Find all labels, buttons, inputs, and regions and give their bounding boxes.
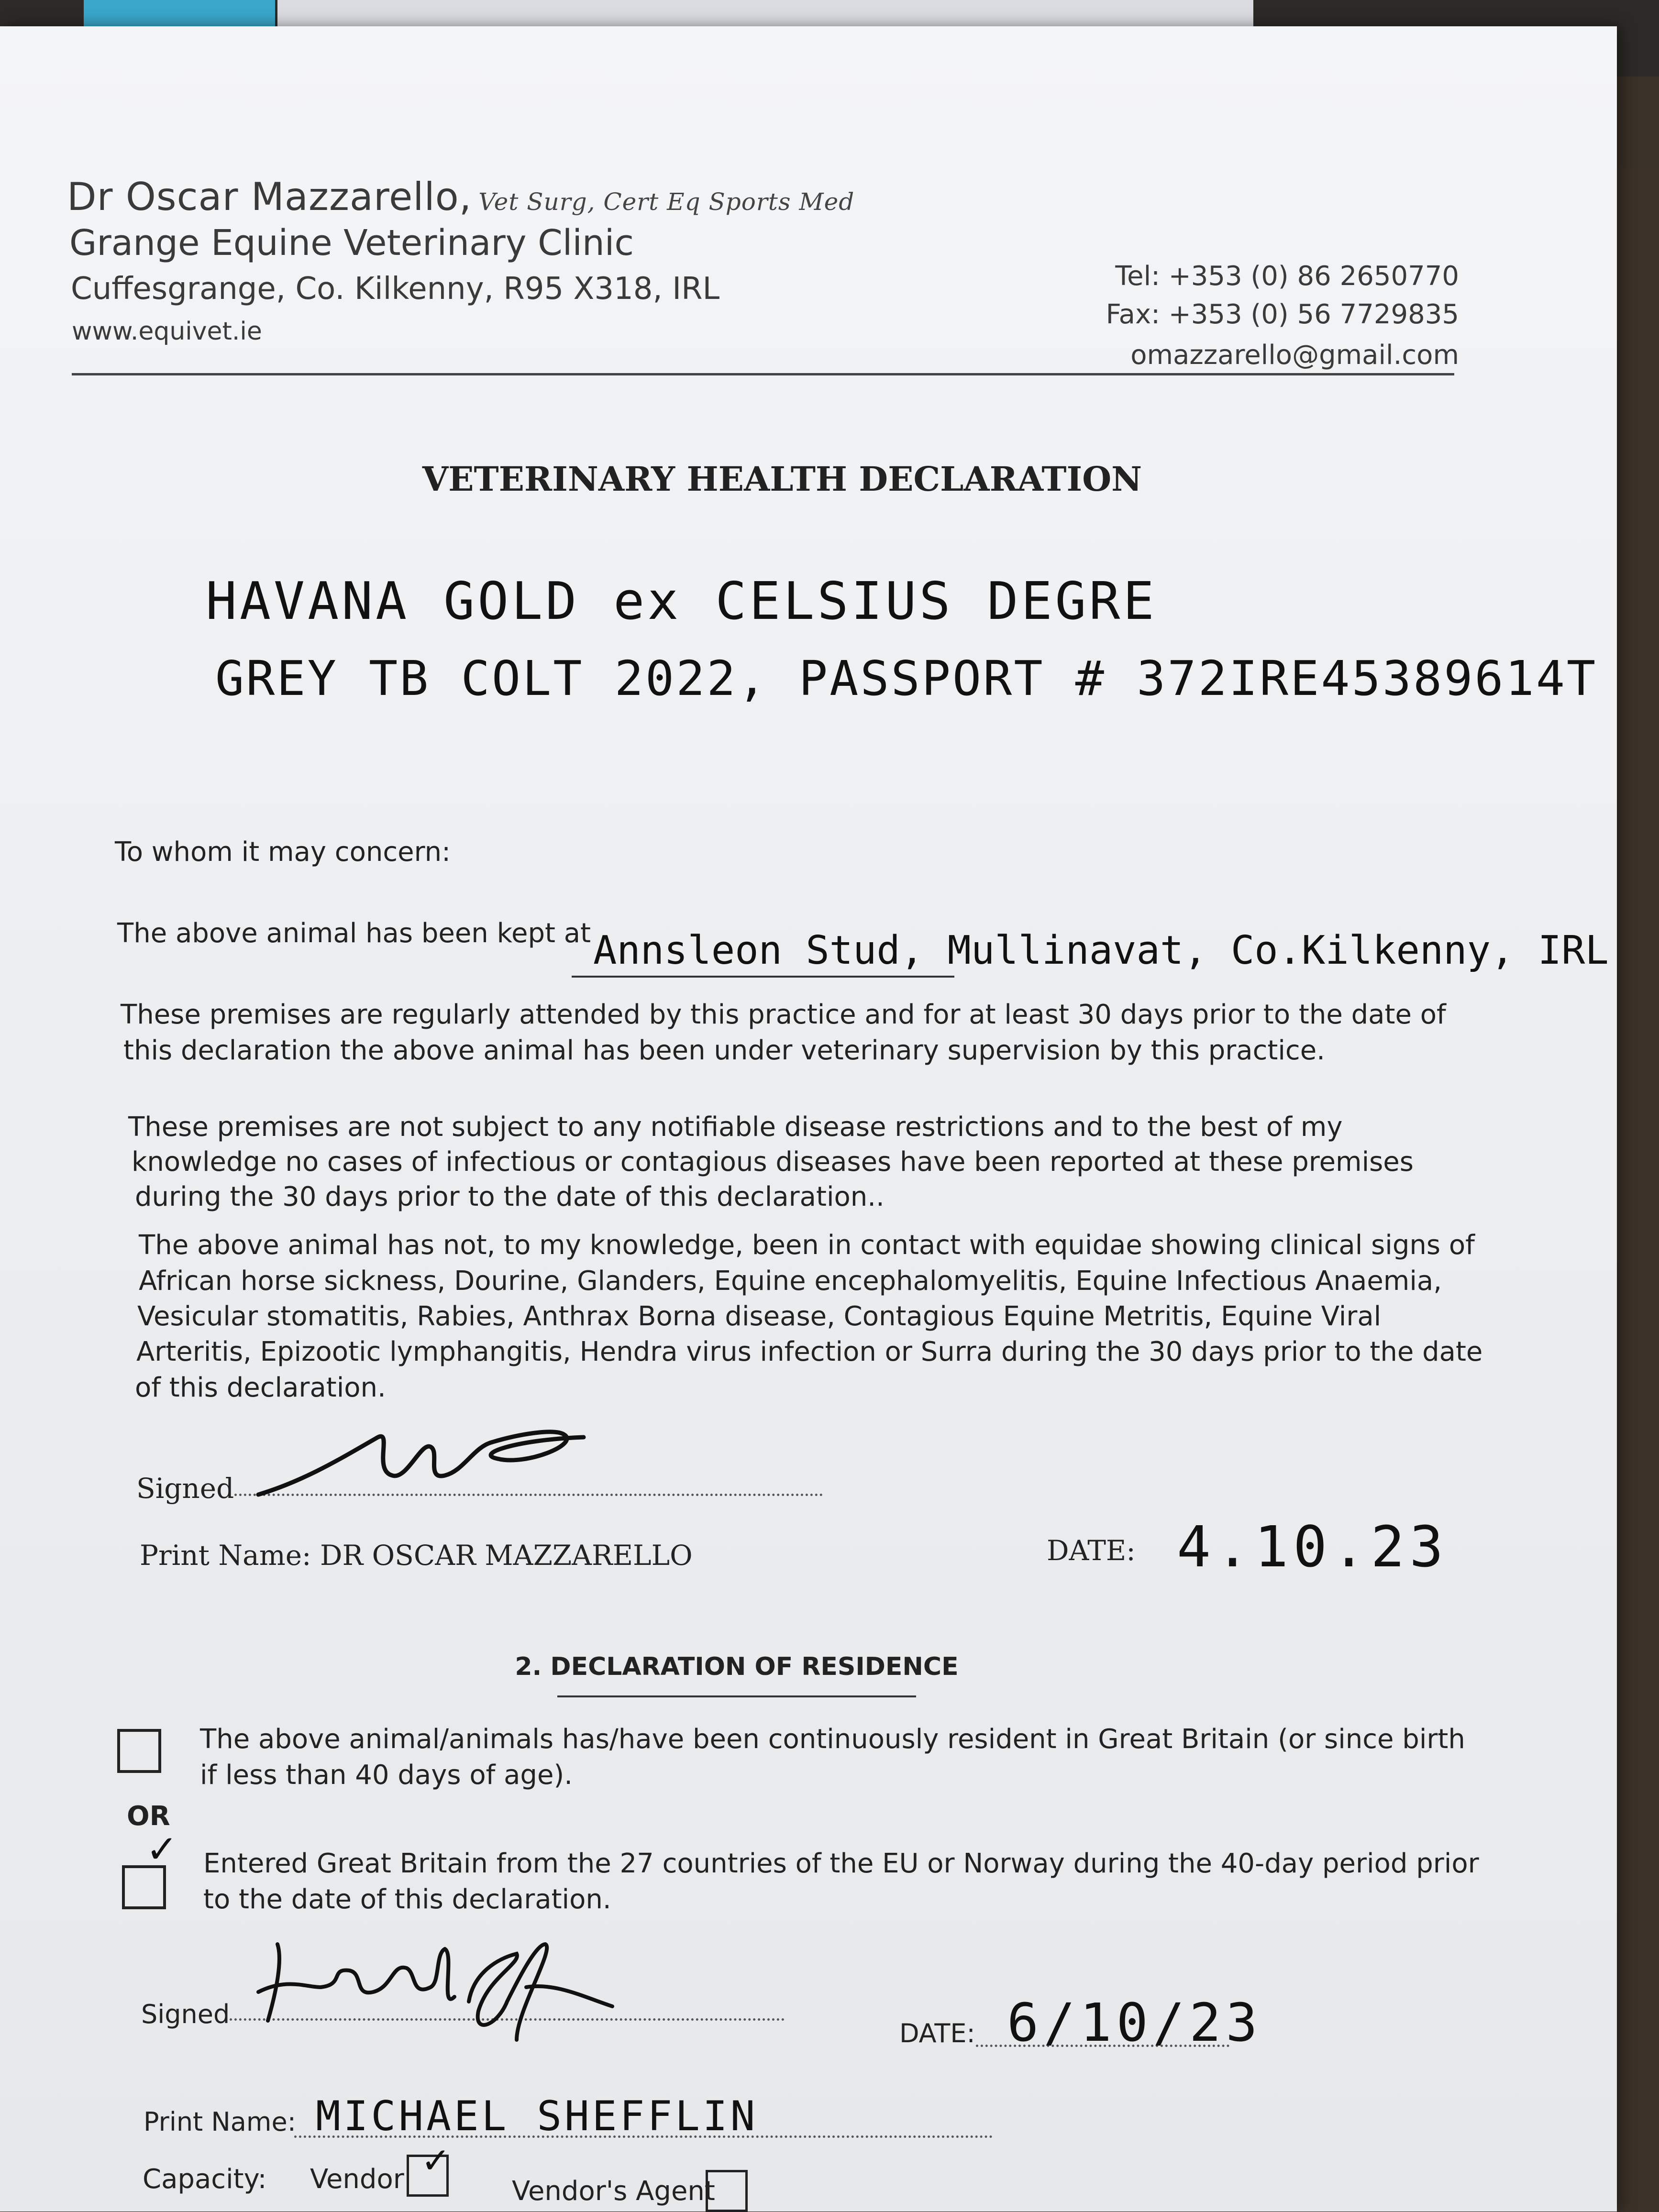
clinic-telephone: Tel: +353 (0) 86 2650770 <box>1115 261 1459 292</box>
paragraph-1-line-1: These premises are regularly attended by this practice and for at least 30 days prior to the date of <box>121 999 1446 1030</box>
option-2-line-2: to the date of this declaration. <box>203 1884 611 1915</box>
vet-print-name: Print Name: DR OSCAR MAZZARELLO <box>140 1539 693 1572</box>
paragraph-3-line-4: Arteritis, Epizootic lymphangitis, Hendra virus infection or Surra during the 30 days prior to the date <box>136 1336 1483 1367</box>
option-1-line-2: if less than 40 days of age). <box>200 1760 573 1791</box>
vendors-agent-label: Vendor's Agent <box>512 2176 715 2207</box>
clinic-website: www.equivet.ie <box>72 317 262 346</box>
clinic-fax: Fax: +353 (0) 56 7729835 <box>1106 299 1459 330</box>
vet-date-label: DATE: <box>1047 1534 1136 1567</box>
vet-name <box>67 175 854 219</box>
paragraph-3-line-5: of this declaration. <box>135 1372 386 1403</box>
paragraph-3-line-1: The above animal has not, to my knowledge, been in contact with equidae showing clinical signs of <box>139 1230 1475 1261</box>
vendors-agent-checkbox[interactable] <box>706 2170 748 2212</box>
paragraph-2-line-3: during the 30 days prior to the date of this declaration.. <box>135 1181 885 1212</box>
paragraph-2-line-2: knowledge no cases of infectious or contagious diseases have been reported at these premises <box>132 1146 1414 1178</box>
agent-date-handwritten: 6/10/23 <box>1007 1992 1262 2053</box>
document-title: VETERINARY HEALTH DECLARATION <box>422 459 1142 499</box>
agent-print-name-handwritten: MICHAEL SHEFFLIN <box>316 2092 758 2140</box>
kept-at-underline <box>572 976 954 978</box>
capacity-label: Capacity: <box>143 2164 267 2195</box>
vet-qualifications: Vet Surg, Cert Eq Sports Med <box>478 188 855 216</box>
agent-signature <box>249 1915 631 2049</box>
residence-heading: 2. DECLARATION OF RESIDENCE <box>515 1652 959 1681</box>
entered-gb-checkbox[interactable] <box>122 1865 166 1909</box>
clinic-name: Grange Equine Veterinary Clinic <box>69 222 634 264</box>
entered-gb-tick-icon: ✓ <box>146 1827 178 1871</box>
kept-at-handwritten: Annsleon Stud, Mullinavat, Co.Kilkenny, IRL <box>593 928 1609 973</box>
paragraph-1-line-2: this declaration the above animal has been under veterinary supervision by this practice. <box>123 1035 1325 1066</box>
clinic-email: omazzarello@gmail.com <box>1130 340 1459 371</box>
vet-signature <box>249 1413 593 1509</box>
vendor-label: Vendor <box>310 2164 404 2195</box>
vet-date-handwritten: 4.10.23 <box>1177 1514 1449 1580</box>
option-1-line-1: The above animal/animals has/have been continuously resident in Great Britain (or since birth <box>200 1724 1465 1755</box>
kept-at-label: The above animal has been kept at <box>117 918 591 949</box>
option-2-line-1: Entered Great Britain from the 27 countries of the EU or Norway during the 40-day period prior <box>203 1848 1479 1879</box>
vet-name-text: Dr Oscar Mazzarello, <box>67 175 472 219</box>
agent-date-label: DATE: <box>899 2018 975 2048</box>
resident-gb-checkbox[interactable] <box>117 1729 161 1773</box>
vendor-tick-icon: ✓ <box>421 2140 451 2181</box>
document-page <box>0 26 1617 2212</box>
letterhead-divider <box>72 373 1454 375</box>
paragraph-3-line-2: African horse sickness, Dourine, Glanders, Equine encephalomyelitis, Equine Infectious Anaemia, <box>139 1266 1442 1297</box>
or-label: OR <box>127 1801 170 1832</box>
paragraph-3-line-3: Vesicular stomatitis, Rabies, Anthrax Borna disease, Contagious Equine Metritis, Equine Viral <box>137 1301 1382 1332</box>
vet-signed-label: Signed <box>136 1472 234 1505</box>
animal-description-handwritten: GREY TB COLT 2022, PASSPORT # 372IRE45389614T <box>215 650 1598 706</box>
agent-print-name-label: Print Name: <box>144 2107 296 2137</box>
paragraph-2-line-1: These premises are not subject to any notifiable disease restrictions and to the best of my <box>128 1112 1343 1143</box>
clinic-address: Cuffesgrange, Co. Kilkenny, R95 X318, IRL <box>71 271 720 307</box>
animal-pedigree-handwritten: HAVANA GOLD ex CELSIUS DEGRE <box>206 572 1157 631</box>
salutation: To whom it may concern: <box>115 836 451 868</box>
agent-signed-label: Signed <box>141 1999 230 2029</box>
residence-heading-underline <box>557 1695 916 1697</box>
